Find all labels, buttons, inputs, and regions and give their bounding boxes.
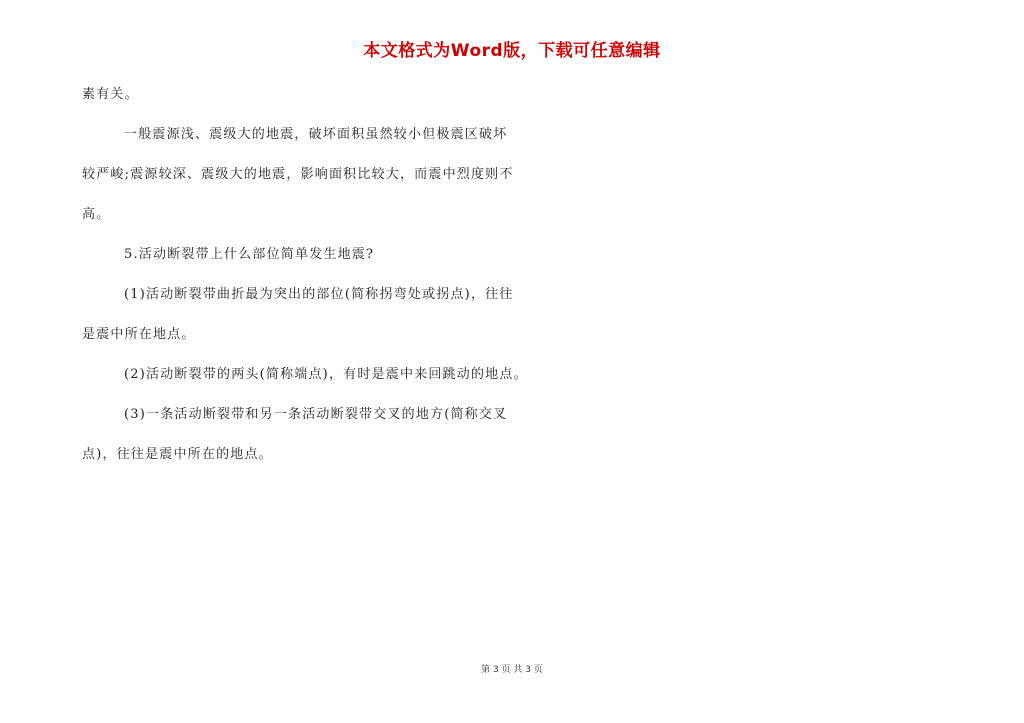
- body-line: (2)活动断裂带的两头(简称端点)，有时是震中来回跳动的地点。: [124, 367, 528, 382]
- body-line: 一般震源浅、震级大的地震，破坏面积虽然较小但极震区破坏: [124, 127, 508, 142]
- body-line: 较严峻;震源较深、震级大的地震，影响面积比较大，而震中烈度则不: [82, 167, 514, 182]
- body-line: 点)，往往是震中所在的地点。: [82, 447, 273, 462]
- body-line: (3)一条活动断裂带和另一条活动断裂带交叉的地方(简称交叉: [124, 407, 508, 422]
- body-line: 高。: [82, 207, 111, 222]
- header-banner: 本文格式为Word版，下载可任意编辑: [363, 41, 661, 61]
- body-line: 是震中所在地点。: [82, 327, 196, 342]
- question-heading: 5.活动断裂带上什么部位简单发生地震?: [124, 247, 375, 262]
- page-number: 第 3 页 共 3 页: [481, 665, 543, 675]
- body-line: 素有关。: [82, 87, 139, 102]
- body-line: (1)活动断裂带曲折最为突出的部位(简称拐弯处或拐点)，往往: [124, 287, 514, 302]
